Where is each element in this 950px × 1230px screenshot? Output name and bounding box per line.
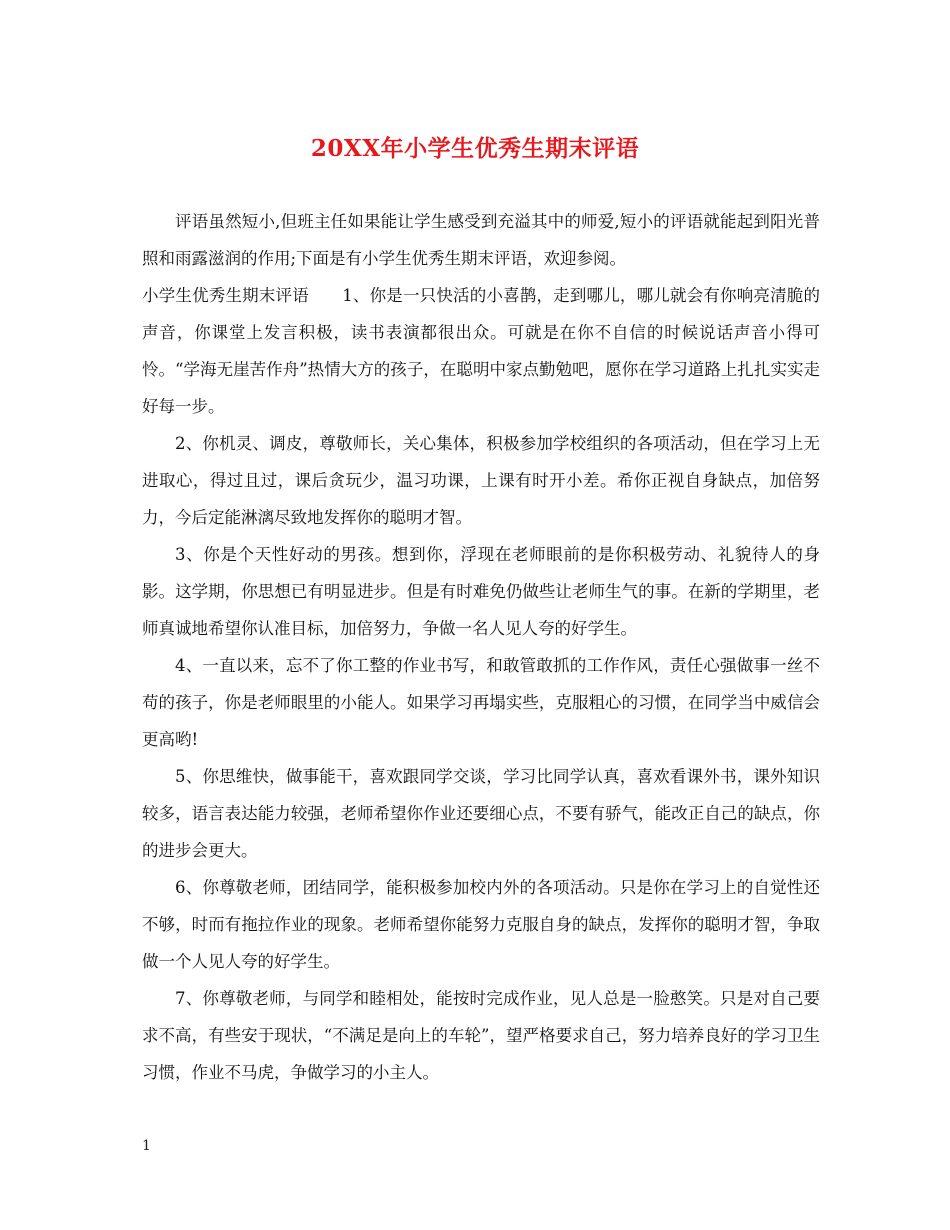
comment-paragraph-3: 3、你是个天性好动的男孩。想到你，浮现在老师眼前的是你积极劳动、礼貌待人的身影。这学期，你思想已有明显进步。但是有时难免仍做些让老师生气的事。在新的学期里，老师真诚地希望你认准目标，加倍努力，争做一名人见人夸的好学生。 [142,545,820,638]
comment-paragraph-6: 6、你尊敬老师，团结同学，能积极参加校内外的各项活动。只是你在学习上的自觉性还不够，时而有拖拉作业的现象。老师希望你能努力克服自身的缺点，发挥你的聪明才智，争取做一个人见人夸的好学生。 [142,878,820,971]
intro-paragraph: 评语虽然短小,但班主任如果能让学生感受到充溢其中的师爱,短小的评语就能起到阳光普照和雨露滋润的作用;下面是有小学生优秀生期末评语，欢迎参阅。 [142,212,820,268]
comment-paragraph-7: 7、你尊敬老师，与同学和睦相处，能按时完成作业，见人总是一脸憨笑。只是对自己要求不高，有些安于现状，“不满足是向上的车轮”，望严格要求自己，努力培养良好的学习卫生习惯，作业不马虎，争做学习的小主人。 [142,989,820,1082]
page-number: 1 [142,1138,151,1154]
document-body [142,203,820,1091]
comment-paragraph-4: 4、一直以来，忘不了你工整的作业书写，和敢管敢抓的工作作风，责任心强做事一丝不苟的孩子，你是老师眼里的小能人。如果学习再塌实些，克服粗心的习惯，在同学当中威信会更高哟! [142,656,820,749]
comment-paragraph-1: 小学生优秀生期末评语 1、你是一只快活的小喜鹊，走到哪儿，哪儿就会有你响亮清脆的声音，你课堂上发言积极，读书表演都很出众。可就是在你不自信的时候说话声音小得可怜。“学海无崖苦作舟”热情大方的孩子，在聪明中家点勤勉吧，愿你在学习道路上扎扎实实走好每一步。 [142,286,820,416]
comment-paragraph-2: 2、你机灵、调皮，尊敬师长，关心集体，积极参加学校组织的各项活动，但在学习上无进取心，得过且过，课后贪玩少，温习功课，上课有时开小差。希你正视自身缺点，加倍努力，今后定能淋漓尽致地发挥你的聪明才智。 [142,434,820,527]
document-title: 20XX年小学生优秀生期末评语 [310,135,640,162]
comment-paragraph-5: 5、你思维快，做事能干，喜欢跟同学交谈，学习比同学认真，喜欢看课外书，课外知识较多，语言表达能力较强，老师希望你作业还要细心点，不要有骄气，能改正自己的缺点，你的进步会更大。 [142,767,820,860]
